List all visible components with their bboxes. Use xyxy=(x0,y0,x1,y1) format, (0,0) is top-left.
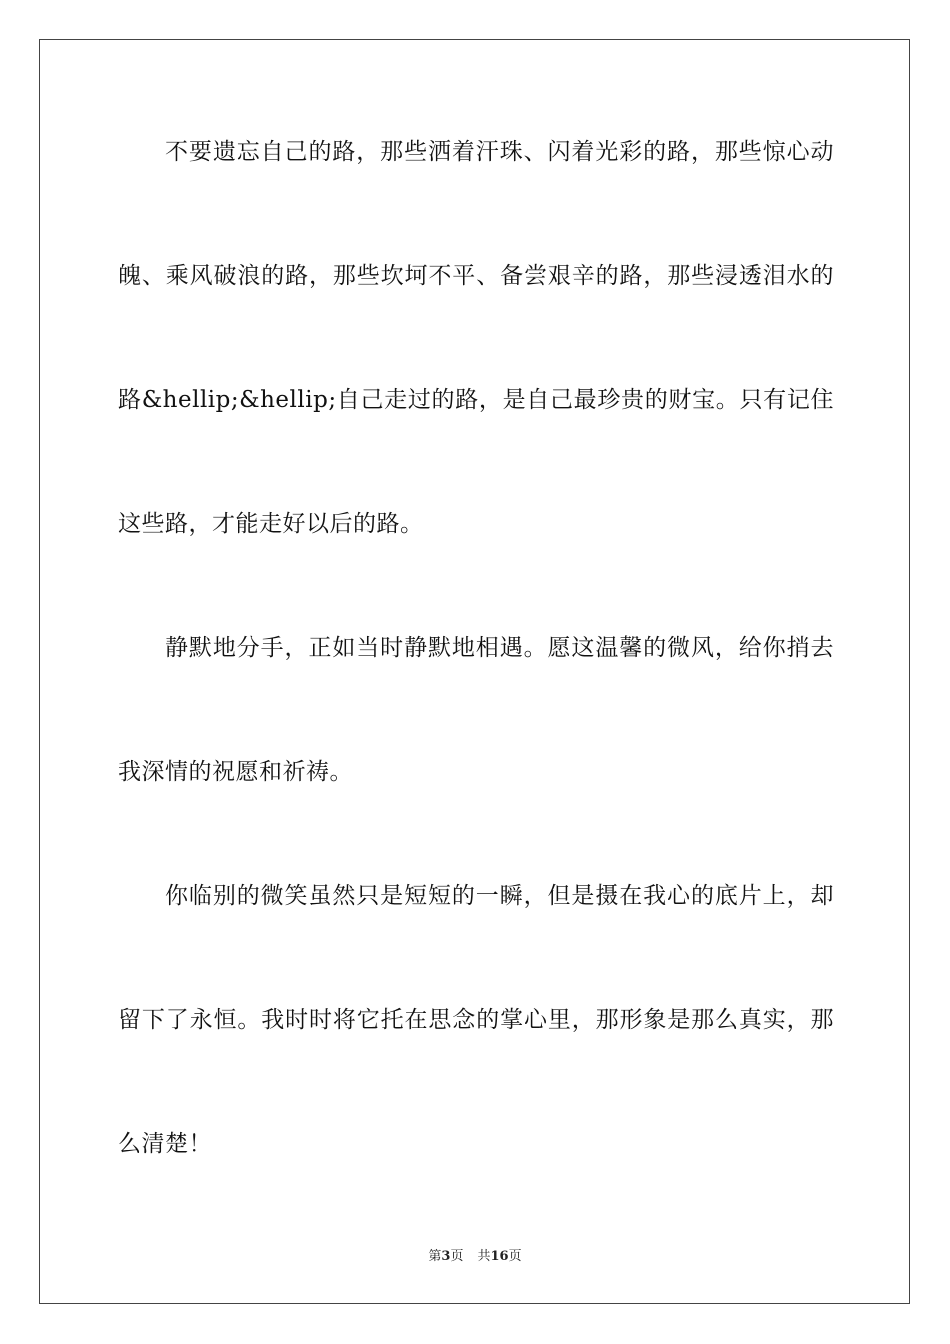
paragraph-1-line-4: 这些路，才能走好以后的路。 xyxy=(118,511,424,537)
paragraph-3-line-3: 么清楚！ xyxy=(118,1131,212,1157)
paragraph-3-line-2: 留下了永恒。我时时将它托在思念的掌心里，那形象是那么真实，那 xyxy=(118,1007,834,1033)
total-pages-prefix: 共 xyxy=(477,1249,491,1264)
paragraph-3-line-1: 你临别的微笑虽然只是短短的一瞬，但是摄在我心的底片上，却 xyxy=(165,883,834,909)
total-pages-suffix: 页 xyxy=(508,1249,522,1264)
page-number-prefix: 第 xyxy=(428,1249,442,1264)
page-number: 3 xyxy=(441,1249,451,1264)
total-pages: 16 xyxy=(490,1249,509,1264)
paragraph-1-line-2: 魄、乘风破浪的路，那些坎坷不平、备尝艰辛的路，那些浸透泪水的 xyxy=(118,263,834,289)
paragraph-2-line-1: 静默地分手，正如当时静默地相遇。愿这温馨的微风，给你捎去 xyxy=(165,635,834,661)
page-footer xyxy=(0,1248,950,1266)
paragraph-1-line-1: 不要遗忘自己的路，那些洒着汗珠、闪着光彩的路，那些惊心动 xyxy=(165,139,834,165)
paragraph-2-line-2: 我深情的祝愿和祈祷。 xyxy=(118,759,353,785)
page-border xyxy=(39,39,910,1304)
paragraph-1-line-3: 路&hellip;&hellip;自己走过的路，是自己最珍贵的财宝。只有记住 xyxy=(118,387,834,413)
page-number-suffix: 页 xyxy=(450,1249,464,1264)
